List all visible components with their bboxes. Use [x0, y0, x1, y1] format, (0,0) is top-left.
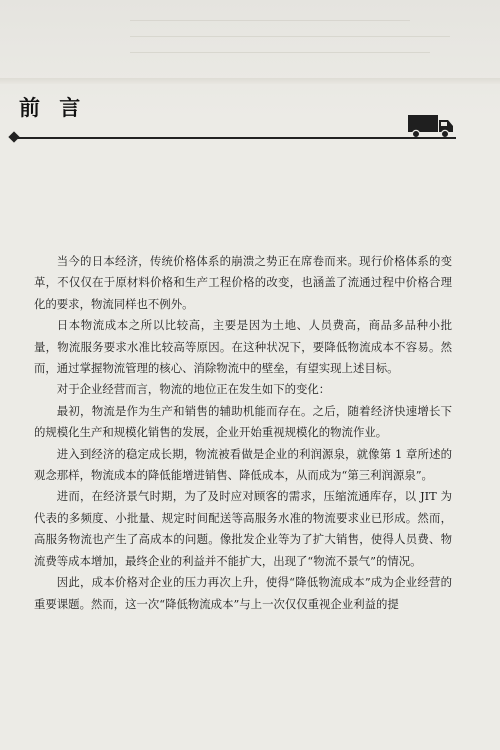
- paragraph: 当今的日本经济，传统价格体系的崩溃之势正在席卷而来。现行价格体系的变革，不仅仅在于原材料价格和生产工程价格的改变，也涵盖了流通过程中价格合理化的要求，物流同样也不例外。: [34, 254, 452, 311]
- paragraph: 对于企业经营而言，物流的地位正在发生如下的变化：: [56, 382, 331, 397]
- truck-icon: [408, 113, 454, 139]
- paragraph: 进而，在经济景气时期，为了及时应对顾客的需求，压缩流通库存，以 JIT 为代表的多频度、小批量、规定时间配送等高服务水准的物流要求业已形成。然而，高服务物流也产生了高成本的问题。像批发企业等为了扩大销售，使得人员费、物流费等成本增加，最终企业的利益并不能扩大，出现了“物流不景气”的情况。: [34, 489, 452, 568]
- paragraph: 因此，成本价格对企业的压力再次上升，使得“降低物流成本”成为企业经营的重要课题。然而，这一次“降低物流成本”与上一次仅仅重视企业利益的提: [34, 575, 452, 611]
- show-through-line: [130, 20, 410, 21]
- page-title: 前 言: [19, 96, 87, 120]
- paragraph: 日本物流成本之所以比较高，主要是因为土地、人员费高，商品多品种小批量，物流服务要求水准比较高等原因。在这种状况下，要降低物流成本不容易。然而，通过掌握物流管理的核心、消除物流中的壁垒，有望实现上述目标。: [34, 318, 452, 376]
- body-text: [34, 251, 452, 615]
- show-through-line: [130, 52, 430, 53]
- paragraph: 进入到经济的稳定成长期，物流被看做是企业的利润源泉，就像第 1 章所述的观念那样，物流成本的降低能增进销售、降低成本，从而成为“第三利润源泉”。: [34, 446, 452, 483]
- header-strip: [0, 78, 500, 84]
- paragraph: 最初，物流是作为生产和销售的辅助机能而存在。之后，随着经济快速增长下的规模化生产和规模化销售的发展，企业开始重视规模化的物流作业。: [34, 403, 452, 440]
- title-rule: [14, 137, 456, 139]
- show-through-line: [130, 36, 450, 37]
